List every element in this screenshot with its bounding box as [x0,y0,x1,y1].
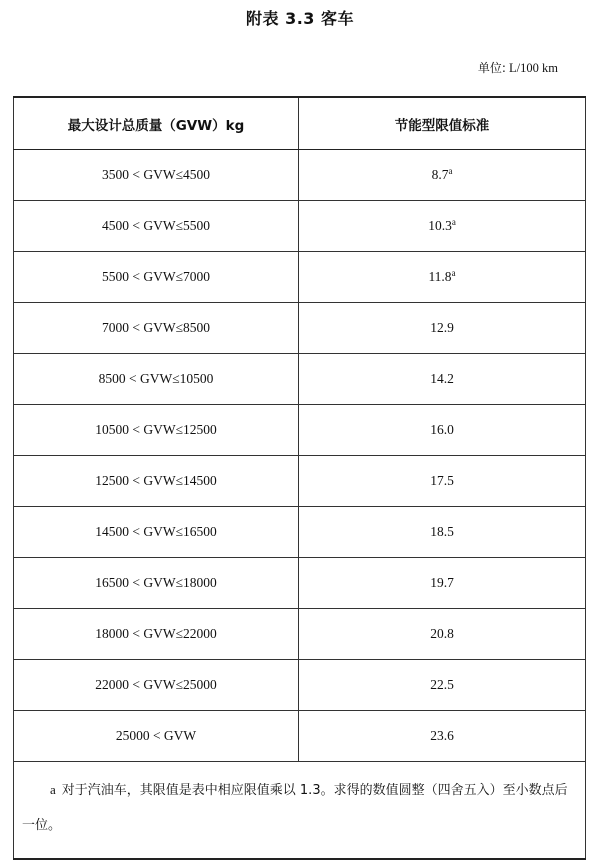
table-row [14,150,586,201]
gvw-range-cell: 3500 < GVW≤4500 [14,150,299,201]
gvw-range-cell: 8500 < GVW≤10500 [14,354,299,405]
limit-value: 19.7 [430,575,454,590]
header-limit: 节能型限值标准 [299,97,586,150]
table-row [14,405,586,456]
limit-value: 22.5 [430,677,454,692]
footnote-mark: a [451,217,456,227]
table-header-row [14,97,586,150]
table-row [14,711,586,762]
table-row [14,303,586,354]
limit-value-cell [299,507,586,558]
table-row [14,456,586,507]
unit-caption: 单位: [477,61,506,75]
limit-value-cell [299,354,586,405]
limit-value-cell [299,201,586,252]
limit-value: 14.2 [430,371,454,386]
limit-value: 12.9 [430,320,454,335]
limit-value: 11.8 [428,269,452,284]
limit-value-cell [299,558,586,609]
limit-value: 16.0 [430,422,454,437]
table-row [14,609,586,660]
header-gvw: 最大设计总质量（GVW）kg [14,97,299,150]
fuel-limit-table [13,96,586,860]
gvw-range-cell: 5500 < GVW≤7000 [14,252,299,303]
note-mark: a [50,782,56,797]
footnote-mark: a [448,166,453,176]
gvw-range-cell: 10500 < GVW≤12500 [14,405,299,456]
limit-value: 23.6 [430,728,454,743]
table-row [14,354,586,405]
limit-value: 17.5 [430,473,454,488]
note-row [14,762,586,860]
table-body [14,150,586,762]
gvw-range-cell: 14500 < GVW≤16500 [14,507,299,558]
limit-value-cell [299,660,586,711]
note-text: 对于汽油车，其限值是表中相应限值乘以 1.3。求得的数值圆整（四舍五入）至小数点后一位。 [22,783,568,833]
unit-label [478,59,558,76]
table-row [14,660,586,711]
footnote-mark: a [451,268,456,278]
limit-value-cell [299,609,586,660]
limit-value-cell [299,405,586,456]
table-row [14,252,586,303]
limit-value: 18.5 [430,524,454,539]
gvw-range-cell: 7000 < GVW≤8500 [14,303,299,354]
gvw-range-cell: 22000 < GVW≤25000 [14,660,299,711]
limit-value: 10.3 [428,218,452,233]
limit-value-cell [299,456,586,507]
limit-value-cell [299,711,586,762]
gvw-range-cell: 16500 < GVW≤18000 [14,558,299,609]
limit-value-cell [299,303,586,354]
limit-value-cell [299,252,586,303]
gvw-range-cell: 18000 < GVW≤22000 [14,609,299,660]
limit-value: 20.8 [430,626,454,641]
table-row [14,507,586,558]
gvw-range-cell: 25000 < GVW [14,711,299,762]
limit-value: 8.7 [431,167,449,182]
table-row [14,201,586,252]
gvw-range-cell: 4500 < GVW≤5500 [14,201,299,252]
gvw-range-cell: 12500 < GVW≤14500 [14,456,299,507]
table-note [14,762,586,860]
limit-value-cell [299,150,586,201]
page-title: 附表 3.3 客车 [246,9,354,28]
unit-value: L/100 km [509,61,558,75]
table-row [14,558,586,609]
